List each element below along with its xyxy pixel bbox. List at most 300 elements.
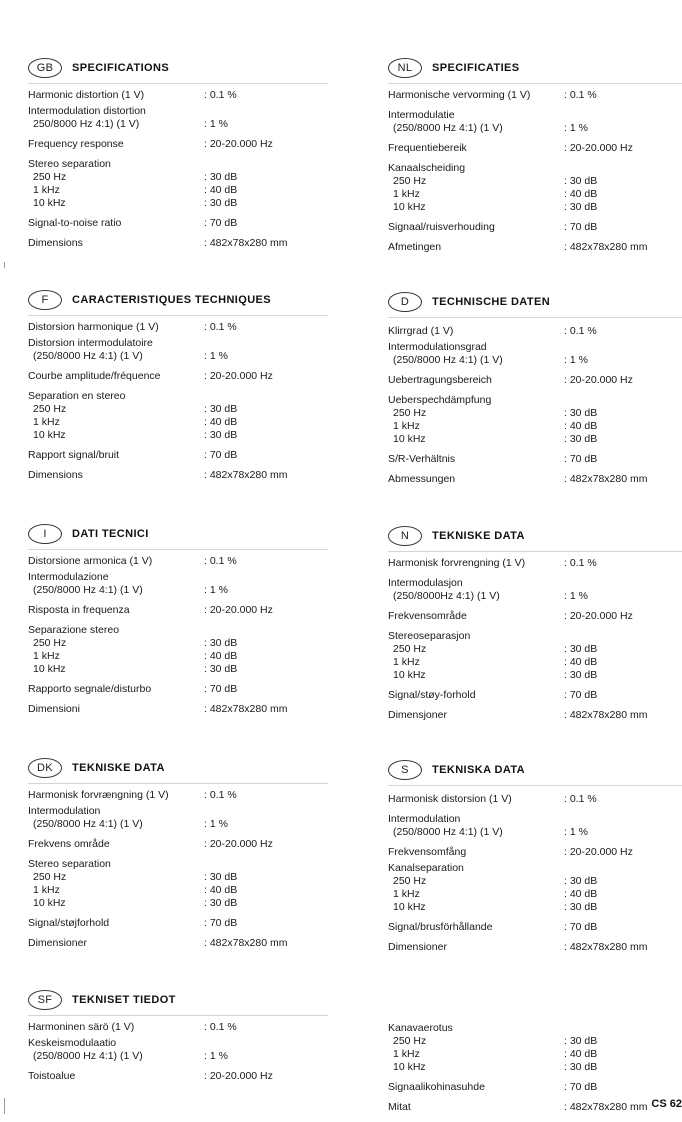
section-title: SPECIFICATIES bbox=[432, 62, 520, 74]
spec-value: : 0.1 % bbox=[564, 557, 597, 569]
spec-label: 10 kHz bbox=[33, 197, 66, 209]
spec-value: : 30 dB bbox=[204, 403, 238, 415]
spec-row bbox=[28, 197, 328, 210]
spec-row bbox=[28, 237, 328, 250]
spec-row bbox=[28, 171, 328, 184]
spec-row bbox=[388, 201, 682, 214]
spec-value: : 40 dB bbox=[564, 888, 598, 900]
spec-row bbox=[388, 453, 682, 466]
divider bbox=[28, 83, 328, 84]
spec-value: : 1 % bbox=[204, 1050, 228, 1062]
spec-value: : 70 dB bbox=[564, 453, 598, 465]
spec-value: : 20-20.000 Hz bbox=[204, 838, 273, 850]
spec-label: 250 Hz bbox=[33, 637, 67, 649]
spec-label: Intermodulatie bbox=[388, 109, 455, 121]
spec-value: : 1 % bbox=[204, 118, 228, 130]
spec-value: : 0.1 % bbox=[564, 325, 597, 337]
spec-row bbox=[388, 1035, 682, 1048]
spec-value: : 482x78x280 mm bbox=[564, 473, 648, 485]
spec-label: Intermodulazione bbox=[28, 571, 109, 583]
spec-label: Toistoalue bbox=[28, 1070, 76, 1082]
spec-value: : 0.1 % bbox=[204, 789, 237, 801]
spec-value: : 20-20.000 Hz bbox=[564, 846, 633, 858]
spec-label: Kanaalscheiding bbox=[388, 162, 466, 174]
spec-label: Dimensions bbox=[28, 237, 83, 249]
spec-label: Signal/støjforhold bbox=[28, 917, 110, 929]
spec-value: : 70 dB bbox=[204, 683, 238, 695]
spec-value: : 20-20.000 Hz bbox=[204, 1070, 273, 1082]
spec-value: : 1 % bbox=[564, 590, 588, 602]
spec-row bbox=[388, 901, 682, 914]
divider bbox=[28, 315, 328, 316]
spec-label: 250 Hz bbox=[393, 875, 427, 887]
spec-row bbox=[28, 105, 328, 118]
spec-label: Risposta in frequenza bbox=[28, 604, 130, 616]
spec-value: : 482x78x280 mm bbox=[564, 941, 648, 953]
spec-row bbox=[388, 394, 682, 407]
spec-value: : 1 % bbox=[204, 350, 228, 362]
spec-value: : 1 % bbox=[564, 122, 588, 134]
country-badge: I bbox=[28, 524, 62, 544]
spec-label: Signaalikohinasuhde bbox=[388, 1081, 485, 1093]
spec-label: 250 Hz bbox=[33, 403, 67, 415]
spec-value: : 70 dB bbox=[204, 449, 238, 461]
spec-row bbox=[28, 604, 328, 617]
section-title: SPECIFICATIONS bbox=[72, 62, 170, 74]
spec-label: Intermodulation distortion bbox=[28, 105, 146, 117]
spec-value: : 20-20.000 Hz bbox=[204, 370, 273, 382]
country-badge: S bbox=[388, 760, 422, 780]
spec-value: : 20-20.000 Hz bbox=[564, 374, 633, 386]
spec-row bbox=[28, 469, 328, 482]
spec-label: Klirrgrad (1 V) bbox=[388, 325, 454, 337]
spec-label: Ueberspechdämpfung bbox=[388, 394, 492, 406]
spec-label: (250/8000 Hz 4:1) (1 V) bbox=[33, 1050, 143, 1062]
spec-label: 1 kHz bbox=[33, 650, 60, 662]
section-dk bbox=[28, 756, 328, 950]
spec-value: : 30 dB bbox=[204, 871, 238, 883]
spec-label: Kanalseparation bbox=[388, 862, 464, 874]
spec-row bbox=[28, 1050, 328, 1063]
spec-value: : 40 dB bbox=[564, 656, 598, 668]
spec-label: 250 Hz bbox=[33, 171, 67, 183]
spec-value: : 30 dB bbox=[204, 637, 238, 649]
spec-value: : 1 % bbox=[564, 354, 588, 366]
spec-label: (250/8000 Hz 4:1) (1 V) bbox=[393, 122, 503, 134]
divider bbox=[28, 1015, 328, 1016]
spec-row bbox=[388, 557, 682, 570]
spec-value: : 482x78x280 mm bbox=[564, 1101, 648, 1113]
spec-row bbox=[28, 584, 328, 597]
spec-row bbox=[388, 888, 682, 901]
spec-row bbox=[28, 184, 328, 197]
spec-row bbox=[28, 571, 328, 584]
spec-row bbox=[28, 838, 328, 851]
spec-label: Uebertragungsbereich bbox=[388, 374, 492, 386]
spec-value: : 40 dB bbox=[204, 650, 238, 662]
spec-value: : 30 dB bbox=[204, 897, 238, 909]
country-badge: GB bbox=[28, 58, 62, 78]
section-sf bbox=[28, 988, 328, 1083]
spec-label: Kanavaerotus bbox=[388, 1022, 453, 1034]
spec-value: : 0.1 % bbox=[204, 1021, 237, 1033]
spec-row bbox=[388, 241, 682, 254]
section-d bbox=[388, 290, 682, 486]
divider bbox=[388, 83, 682, 84]
spec-value: : 30 dB bbox=[564, 875, 598, 887]
section-title: DATI TECNICI bbox=[72, 528, 149, 540]
spec-label: Frequentiebereik bbox=[388, 142, 467, 154]
spec-label: 250 Hz bbox=[393, 643, 427, 655]
spec-value: : 30 dB bbox=[564, 669, 598, 681]
spec-row bbox=[388, 142, 682, 155]
spec-label: Intermodulasjon bbox=[388, 577, 463, 589]
spec-row bbox=[28, 1037, 328, 1050]
spec-row bbox=[388, 1048, 682, 1061]
spec-row bbox=[28, 789, 328, 802]
section-title: TEKNISKE DATA bbox=[432, 530, 525, 542]
spec-label: Rapport signal/bruit bbox=[28, 449, 120, 461]
spec-row bbox=[388, 188, 682, 201]
spec-label: Rapporto segnale/disturbo bbox=[28, 683, 152, 695]
spec-value: : 1 % bbox=[564, 826, 588, 838]
spec-row bbox=[388, 473, 682, 486]
spec-value: : 70 dB bbox=[204, 217, 238, 229]
spec-row bbox=[28, 217, 328, 230]
spec-row bbox=[28, 858, 328, 871]
spec-label: (250/8000 Hz 4:1) (1 V) bbox=[393, 826, 503, 838]
section-title: TEKNISKE DATA bbox=[72, 762, 165, 774]
country-badge: N bbox=[388, 526, 422, 546]
spec-label: Harmonisk forvrengning (1 V) bbox=[388, 557, 526, 569]
spec-value: : 30 dB bbox=[204, 171, 238, 183]
spec-label: Intermodulation bbox=[28, 805, 101, 817]
spec-value: : 70 dB bbox=[564, 221, 598, 233]
spec-row bbox=[28, 818, 328, 831]
spec-label: 10 kHz bbox=[393, 1061, 426, 1073]
divider bbox=[388, 785, 682, 786]
spec-label: Stereo separation bbox=[28, 858, 111, 870]
spec-row bbox=[388, 846, 682, 859]
spec-row bbox=[388, 875, 682, 888]
spec-row bbox=[388, 826, 682, 839]
spec-row bbox=[28, 138, 328, 151]
section-s bbox=[388, 758, 682, 954]
spec-row bbox=[28, 805, 328, 818]
spec-label: 250 Hz bbox=[393, 175, 427, 187]
spec-label: Harmonische vervorming (1 V) bbox=[388, 89, 531, 101]
spec-value: : 30 dB bbox=[564, 433, 598, 445]
spec-label: Harmoninen särö (1 V) bbox=[28, 1021, 135, 1033]
spec-row bbox=[388, 1101, 682, 1114]
spec-label: 10 kHz bbox=[33, 663, 66, 675]
spec-row bbox=[388, 89, 682, 102]
spec-row bbox=[28, 624, 328, 637]
section-i bbox=[28, 522, 328, 716]
spec-label: 10 kHz bbox=[393, 433, 426, 445]
spec-row bbox=[388, 1022, 682, 1035]
section-header bbox=[388, 758, 682, 782]
divider bbox=[388, 551, 682, 552]
spec-value: : 30 dB bbox=[564, 901, 598, 913]
spec-label: Harmonic distortion (1 V) bbox=[28, 89, 145, 101]
spec-label: 250 Hz bbox=[393, 407, 427, 419]
spec-value: : 30 dB bbox=[564, 643, 598, 655]
spec-label: (250/8000 Hz 4:1) (1 V) bbox=[393, 354, 503, 366]
spec-value: : 30 dB bbox=[564, 1061, 598, 1073]
spec-row bbox=[28, 1070, 328, 1083]
spec-row bbox=[28, 937, 328, 950]
spec-label: (250/8000 Hz 4:1) (1 V) bbox=[33, 818, 143, 830]
spec-row bbox=[388, 793, 682, 806]
spec-value: : 40 dB bbox=[204, 184, 238, 196]
spec-label: Separazione stereo bbox=[28, 624, 120, 636]
spec-value: : 40 dB bbox=[204, 416, 238, 428]
section-header bbox=[388, 524, 682, 548]
spec-row bbox=[388, 630, 682, 643]
spec-row bbox=[28, 650, 328, 663]
spec-value: : 30 dB bbox=[564, 1035, 598, 1047]
spec-row bbox=[388, 433, 682, 446]
spec-row bbox=[388, 407, 682, 420]
spec-label: Frekvensområde bbox=[388, 610, 467, 622]
spec-row bbox=[388, 656, 682, 669]
spec-label: 1 kHz bbox=[33, 184, 60, 196]
spec-label: Frekvens område bbox=[28, 838, 110, 850]
spec-row bbox=[28, 390, 328, 403]
spec-row bbox=[388, 643, 682, 656]
spec-row bbox=[388, 941, 682, 954]
spec-label: 250 Hz bbox=[33, 871, 67, 883]
spec-row bbox=[388, 162, 682, 175]
spec-row bbox=[28, 917, 328, 930]
spec-row bbox=[28, 158, 328, 171]
spec-label: 1 kHz bbox=[393, 888, 420, 900]
spec-value: : 70 dB bbox=[564, 1081, 598, 1093]
spec-value: : 20-20.000 Hz bbox=[204, 604, 273, 616]
section-header bbox=[388, 290, 682, 314]
section-f bbox=[28, 288, 328, 482]
spec-label: Signal/støy-forhold bbox=[388, 689, 476, 701]
spec-value: : 40 dB bbox=[564, 1048, 598, 1060]
spec-value: : 30 dB bbox=[564, 201, 598, 213]
spec-value: : 1 % bbox=[204, 584, 228, 596]
spec-value: : 30 dB bbox=[204, 197, 238, 209]
spec-value: : 40 dB bbox=[204, 884, 238, 896]
spec-value: : 482x78x280 mm bbox=[564, 709, 648, 721]
spec-value: : 0.1 % bbox=[564, 89, 597, 101]
spec-value: : 30 dB bbox=[204, 663, 238, 675]
spec-value: : 40 dB bbox=[564, 188, 598, 200]
section-header bbox=[28, 288, 328, 312]
spec-label: Dimensioni bbox=[28, 703, 80, 715]
spec-label: Abmessungen bbox=[388, 473, 456, 485]
spec-value: : 20-20.000 Hz bbox=[204, 138, 273, 150]
country-badge: SF bbox=[28, 990, 62, 1010]
spec-value: : 30 dB bbox=[204, 429, 238, 441]
divider bbox=[388, 317, 682, 318]
spec-row bbox=[28, 637, 328, 650]
spec-value: : 0.1 % bbox=[204, 89, 237, 101]
spec-row bbox=[388, 862, 682, 875]
spec-label: 1 kHz bbox=[393, 656, 420, 668]
spec-label: 1 kHz bbox=[33, 416, 60, 428]
spec-label: Harmonisk distorsion (1 V) bbox=[388, 793, 512, 805]
spec-value: : 482x78x280 mm bbox=[204, 237, 288, 249]
spec-value: : 40 dB bbox=[564, 420, 598, 432]
spec-row bbox=[388, 109, 682, 122]
spec-row bbox=[28, 703, 328, 716]
spec-row bbox=[388, 175, 682, 188]
spec-row bbox=[388, 689, 682, 702]
spec-label: 10 kHz bbox=[33, 429, 66, 441]
spec-row bbox=[388, 325, 682, 338]
spec-label: Distorsione armonica (1 V) bbox=[28, 555, 153, 567]
spec-row bbox=[28, 897, 328, 910]
section-title: CARACTERISTIQUES TECHNIQUES bbox=[72, 294, 272, 306]
spec-value: : 482x78x280 mm bbox=[564, 241, 648, 253]
spec-label: Signal-to-noise ratio bbox=[28, 217, 122, 229]
spec-row bbox=[28, 350, 328, 363]
spec-label: Intermodulation bbox=[388, 813, 461, 825]
spec-label: (250/8000 Hz 4:1) (1 V) bbox=[33, 584, 143, 596]
spec-label: 1 kHz bbox=[393, 420, 420, 432]
spec-value: : 482x78x280 mm bbox=[204, 703, 288, 715]
spec-label: Afmetingen bbox=[388, 241, 442, 253]
spec-label: 10 kHz bbox=[393, 901, 426, 913]
spec-row bbox=[388, 354, 682, 367]
spec-value: : 20-20.000 Hz bbox=[564, 610, 633, 622]
spec-row bbox=[28, 663, 328, 676]
spec-label: Separation en stereo bbox=[28, 390, 126, 402]
spec-label: 250 Hz bbox=[393, 1035, 427, 1047]
spec-row bbox=[388, 577, 682, 590]
section-header bbox=[28, 56, 328, 80]
section-sf-continued bbox=[388, 1022, 682, 1114]
spec-label: 1 kHz bbox=[393, 188, 420, 200]
spec-row bbox=[388, 1081, 682, 1094]
section-title: TEKNISKA DATA bbox=[432, 764, 525, 776]
spec-label: S/R-Verhältnis bbox=[388, 453, 456, 465]
spec-label: Distorsion intermodulatoire bbox=[28, 337, 153, 349]
spec-value: : 70 dB bbox=[204, 917, 238, 929]
section-nl bbox=[388, 56, 682, 254]
spec-row bbox=[388, 669, 682, 682]
spec-row bbox=[388, 374, 682, 387]
spec-label: Dimensioner bbox=[388, 941, 447, 953]
spec-value: : 20-20.000 Hz bbox=[564, 142, 633, 154]
section-header bbox=[388, 56, 682, 80]
spec-row bbox=[28, 403, 328, 416]
spec-label: (250/8000Hz 4:1) (1 V) bbox=[393, 590, 500, 602]
section-gb bbox=[28, 56, 328, 250]
spec-label: Signaal/ruisverhouding bbox=[388, 221, 495, 233]
spec-label: (250/8000 Hz 4:1) (1 V) bbox=[33, 350, 143, 362]
section-header bbox=[28, 988, 328, 1012]
spec-label: 1 kHz bbox=[33, 884, 60, 896]
spec-value: : 0.1 % bbox=[204, 321, 237, 333]
country-badge: DK bbox=[28, 758, 62, 778]
section-title: TECHNISCHE DATEN bbox=[432, 296, 551, 308]
spec-row bbox=[28, 871, 328, 884]
spec-row bbox=[28, 118, 328, 131]
spec-value: : 0.1 % bbox=[204, 555, 237, 567]
spec-value: : 1 % bbox=[204, 818, 228, 830]
spec-label: Dimensioner bbox=[28, 937, 87, 949]
scan-mark bbox=[4, 1098, 5, 1114]
spec-label: 10 kHz bbox=[33, 897, 66, 909]
spec-value: : 70 dB bbox=[564, 689, 598, 701]
spec-value: : 30 dB bbox=[564, 407, 598, 419]
spec-value: : 70 dB bbox=[564, 921, 598, 933]
country-badge: D bbox=[388, 292, 422, 312]
section-header bbox=[28, 756, 328, 780]
country-badge: NL bbox=[388, 58, 422, 78]
spec-label: Frequency response bbox=[28, 138, 124, 150]
spec-row bbox=[388, 1061, 682, 1074]
spec-row bbox=[388, 709, 682, 722]
spec-row bbox=[28, 89, 328, 102]
spec-label: Dimensions bbox=[28, 469, 83, 481]
spec-value: : 0.1 % bbox=[564, 793, 597, 805]
spec-row bbox=[388, 590, 682, 603]
spec-row bbox=[28, 683, 328, 696]
section-header bbox=[28, 522, 328, 546]
divider bbox=[28, 783, 328, 784]
spec-row bbox=[28, 449, 328, 462]
spec-value: : 482x78x280 mm bbox=[204, 937, 288, 949]
scan-mark bbox=[4, 262, 5, 268]
spec-label: Dimensjoner bbox=[388, 709, 447, 721]
spec-label: Intermodulationsgrad bbox=[388, 341, 487, 353]
spec-row bbox=[28, 416, 328, 429]
spec-row bbox=[28, 1021, 328, 1034]
spec-row bbox=[388, 420, 682, 433]
spec-label: Stereo separation bbox=[28, 158, 111, 170]
divider bbox=[28, 549, 328, 550]
section-title: TEKNISET TIEDOT bbox=[72, 994, 176, 1006]
spec-row bbox=[388, 813, 682, 826]
spec-row bbox=[388, 221, 682, 234]
spec-row bbox=[28, 429, 328, 442]
spec-row bbox=[388, 341, 682, 354]
spec-label: 10 kHz bbox=[393, 669, 426, 681]
spec-row bbox=[28, 321, 328, 334]
spec-row bbox=[388, 921, 682, 934]
spec-label: Distorsion harmonique (1 V) bbox=[28, 321, 159, 333]
spec-label: Frekvensomfång bbox=[388, 846, 467, 858]
model-code: CS 62 bbox=[651, 1098, 682, 1110]
spec-row bbox=[388, 122, 682, 135]
spec-label: Harmonisk forvrængning (1 V) bbox=[28, 789, 169, 801]
spec-row bbox=[388, 610, 682, 623]
spec-row bbox=[28, 370, 328, 383]
spec-label: Mitat bbox=[388, 1101, 411, 1113]
spec-value: : 482x78x280 mm bbox=[204, 469, 288, 481]
spec-label: 1 kHz bbox=[393, 1048, 420, 1060]
section-n bbox=[388, 524, 682, 722]
spec-label: 10 kHz bbox=[393, 201, 426, 213]
spec-label: Signal/brusförhållande bbox=[388, 921, 493, 933]
spec-label: Keskeismodulaatio bbox=[28, 1037, 117, 1049]
spec-label: Courbe amplitude/fréquence bbox=[28, 370, 161, 382]
spec-label: 250/8000 Hz 4:1) (1 V) bbox=[33, 118, 140, 130]
spec-row bbox=[28, 337, 328, 350]
country-badge: F bbox=[28, 290, 62, 310]
spec-row bbox=[28, 884, 328, 897]
spec-row bbox=[28, 555, 328, 568]
spec-value: : 30 dB bbox=[564, 175, 598, 187]
